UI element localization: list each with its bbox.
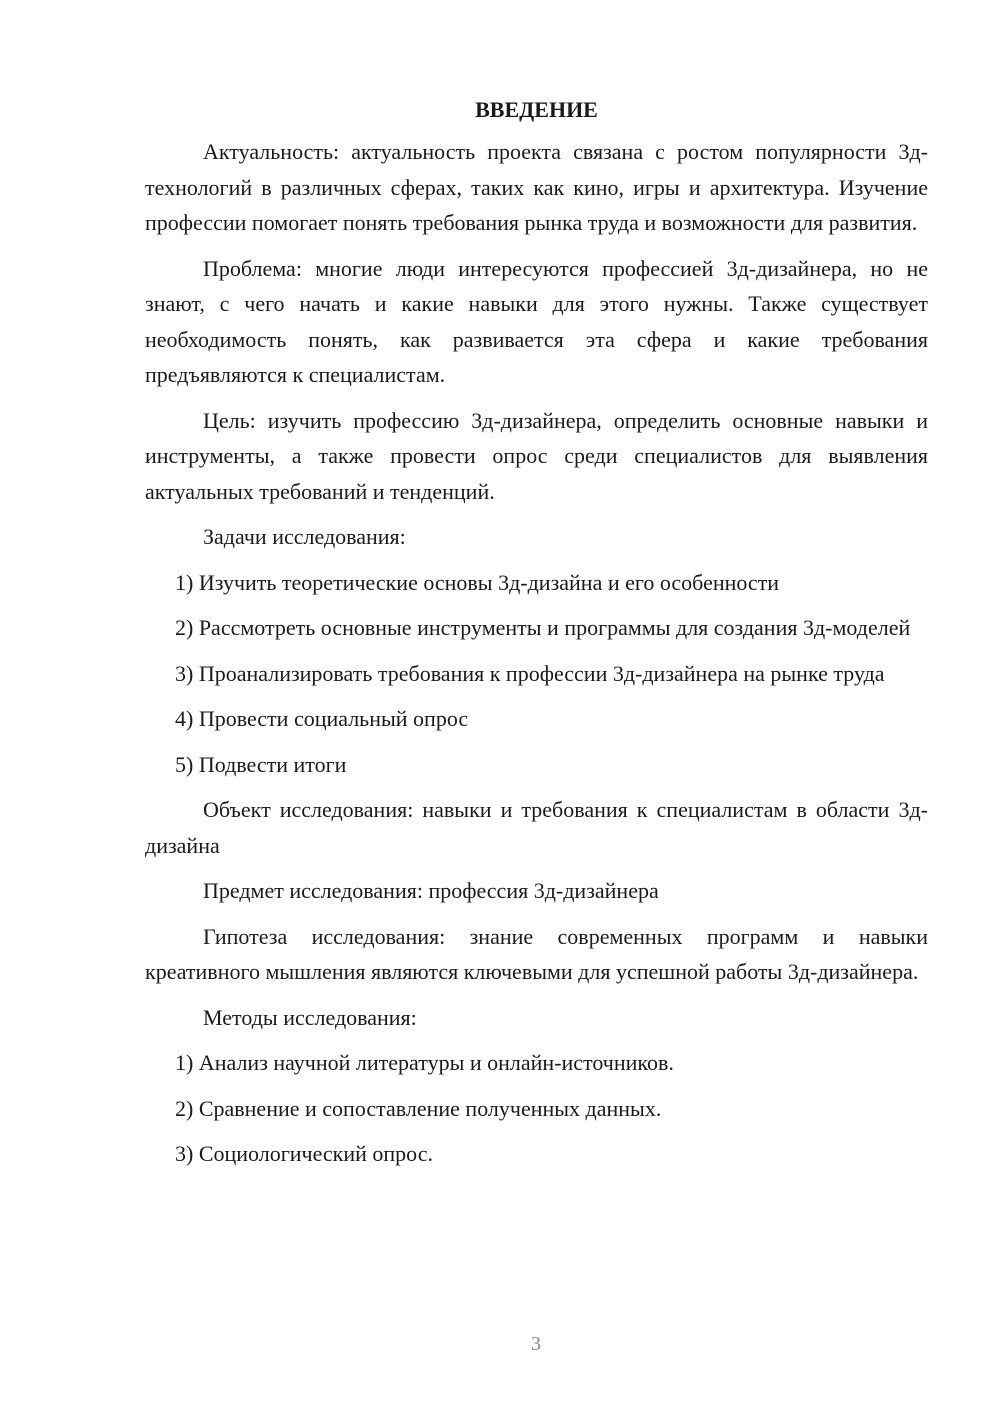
relevance-paragraph: Актуальность: актуальность проекта связана с ростом популярности 3д-технологий в различных сферах, таких как кино, игры и архитектура. Изучение профессии помогает понять требования рынка труда и возможности для развития. [145,139,928,235]
tasks-title: Задачи исследования: [203,524,406,549]
problem-paragraph: Проблема: многие люди интересуются профессией 3д-дизайнера, но не знают, с чего начать и какие навыки для этого нужны. Также существует необходимость понять, как развивается эта сфера и какие требования предъявляются к специалистам. [145,255,928,387]
list-item: 4) Провести социальный опрос [175,706,469,731]
list-item: 2) Сравнение и сопоставление полученных данных. [175,1095,662,1121]
methods-list [145,1045,928,1172]
methods-title: Методы исследования: [203,1004,417,1030]
document-page [145,92,928,1182]
object-paragraph: Объект исследования: навыки и требования к специалистам в области 3д-дизайна [145,797,928,858]
list-item: 3) Проанализировать требования к профессии 3д-дизайнера на рынке труда [175,660,885,686]
subject-paragraph: Предмет исследования: профессия 3д-дизайнера [203,878,659,903]
list-item: 1) Изучить теоретические основы 3д-дизайна и его особенности [175,569,780,595]
page-number: 3 [531,1333,541,1355]
list-item: 2) Рассмотреть основные инструменты и программы для создания 3д-моделей [175,615,911,640]
list-item: 3) Социологический опрос. [175,1141,433,1166]
goal-paragraph: Цель: изучить профессию 3д-дизайнера, определить основные навыки и инструменты, а также провести опрос среди специалистов для выявления актуальных требований и тенденций. [145,407,928,504]
list-item: 5) Подвести итоги [175,751,347,777]
hypothesis-paragraph: Гипотеза исследования: знание современных программ и навыки креативного мышления являются ключевыми для успешной работы 3д-дизайнера. [145,923,928,984]
tasks-list [145,565,928,783]
section-heading: ВВЕДЕНИЕ [475,97,598,122]
list-item: 1) Анализ научной литературы и онлайн-источников. [175,1050,674,1075]
